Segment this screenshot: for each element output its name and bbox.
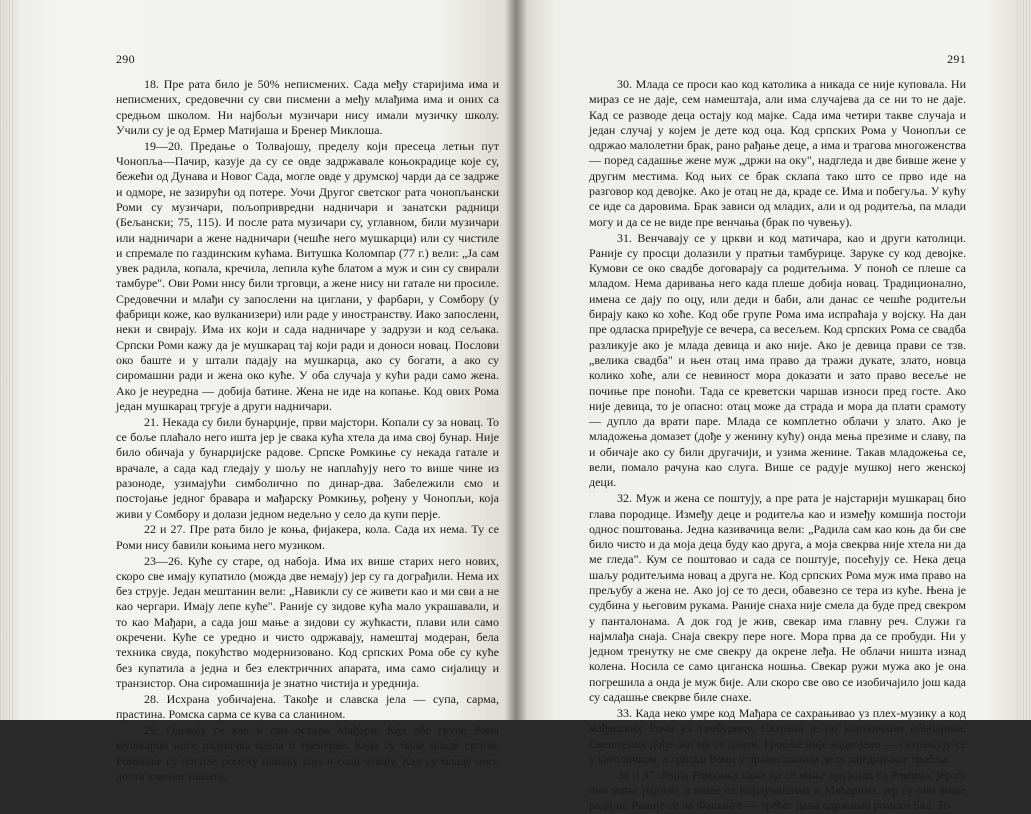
book-gutter [505,0,527,720]
paragraph-32: 32. Муж и жена се поштују, а пре рата је најстарији мушкарац био глава породице. Између деце и родитеља као и између комшија постоји однос поштовања. Једна казивачица вели: „Радила сам као коњ да би све било чисто и да моја деца буду као друга, а моја свекрва није хтела ни да ме гледа". Кум се поштовао и сада се поштује, посећују се. Нека деца шаљу родитељима новац а друга не. Код српских Рома муж има право на прељубу а жена не. Ако јој се то деси, обавезно се тера из куће. Њена је судбина у његовим рукама. Раније снаха није смела да буде пред свекром у панталонама. А док год је жив, свекар има главну реч. Служи га најмлађа снаја. Снаја свекру пере ноге. Мора прва да се пробуди. Ни у једном тренутку не сме свекру да окрене леђа. Не облачи ништа изнад колена. Носила се само циганска ношња. Свекар ружи мужа ако је она погрешила а онда је муж бије. Али скоро све ово се изобичајило још када су садашње свекрве биле снахе. [589,491,966,705]
page-number-right: 291 [947,52,966,66]
paragraph-23-26: 23—26. Куће су старе, од набоја. Има их више старих него нових, скоро све имају купатило (можда две немају) јер су га дограђили. Нема их без струје. Један мештанин вели: „Навикли су се живети као и ми сви а не као чергари. Имају лепе куће". Раније су зидове кућа мало украшавали, и то као Мађари, а сада још мање а зидови су жућкасти, плави или само окречени. Куће се уредно и чисто одржавају, намештај модеран, бела техника свуда, покућство модернизовано. Код српских Рома обе су куће без купатила а једна и без електричних апарата, има само сијалицу и транзистор. Она сиромашнија је знатно чистија и уреднија. [116,553,499,690]
paragraph-30: 30. Млада се проси као код католика а никада се није куповала. Ни мираз се не даје, сем намештаја, али има случајева да се ни то не даје. Кад се разводе деца остају код мајке. Сада има четири такве случаја и један случај у којем је дете код оца. Код српских Рома у Чонопљи се одржао малолетни брак, рано рађање деце, а има и трагова многоженства — поред садашње жене муж „држи на оку", надгледа и две бивше жене у другим местима. Код њих се брак склапа тако што се прво иде на разговор код девојке. Ако је отац не да, краде се. Има и побегуља. У кућу се иде са даровима. Брак зависи од младих, али и од родитеља, па млади могу и да се не виде пре венчања (брак по чувењу). [589,77,966,229]
paragraph-33: 33. Када неко умре код Мађара се сахрањивао уз плех-музику а код мађарских Рома уз тамбурицу. Сахрана је по католичким обичајима. Свештеник дође ако му се плати. Гробље није издвојено — сахрањују се у католичком, а српски Роми у православном делу заједничког гробља. [589,705,966,766]
paragraph-22-27: 22 и 27. Пре рата било је коња, фијакера, кола. Сада их нема. Ту се Роми нису бавили коњима него музиком. [116,522,499,552]
paragraph-29: 29. Одевају се као и сви остали Мађари. Код обе групе Рома мушкарци носе радничка одела и тренерке. Када су биле младе српске Ромкиње су носиле ромску ношњу која и сада чувају. Кад су младе носе доста златног накита. [116,723,499,783]
page-edges-left [0,0,14,720]
right-text-block [589,77,966,814]
paragraph-31: 31. Венчавају се у цркви и код матичара, као и други католици. Раније су просци долазили у пратњи тамбурице. Заруке су код девојке. Кумови се око свадбе договарају са родитељима. У поноћ се плеше са младом. Нема даривања него када плеше добија новац. Традиционално, имена се дају по оцу, или деди и баби, али данас се чешће родитељи бирају како ко хоће. Код обе групе Рома има испраћаја у војску. На дан пре одласка приређује се вечера, са весељем. Код српских Рома се свадба разликује ако је млада девица и ако није. Ако је девица прави се тзв. „велика свадба" и њен отац има право да тражи дукате, злато, новца колико хоће, али се невиност мора доказати и зато право весеље не почиње пре поноћи. Тада се креветски чаршав износи пред госте. Ако није девица, то је опасно: отац може да страда и мора да плати срамоту — дупло да врати паре. Млада се комплетно облачи у злато. Ако је младожења домазет (дође у женину кућу) онда мења презиме и славу, па и обичаје ако су били другачији, и узима женине. Такав младожења се, вели, помало рачуна као слуга. Више се радује мушкој него женској деци. [589,230,966,490]
right-page [516,0,1031,813]
left-text-block [116,77,499,785]
paragraph-34-37: 34 и 37. Једна Ромкиња каже да се мање дружила са Ромима, јер су они мање радили, а више са Кордунашима и Мађарима, јер су они више радили. Раније се на Фашанге — трећег дана одржавао ромски бал. То [589,767,966,813]
page-edges-right [1017,0,1031,720]
page-number-left: 290 [116,52,135,66]
paragraph-18: 18. Пре рата било је 50% неписмених. Сада међу старијима има и неписмених, средовечни су сви писмени а међу млађима има и оних са средњом школом. Ни најбољи музичари нису имали музичку школу. Учили су је од Ермер Матијаша и Бренер Миклоша. [116,77,499,137]
paragraph-28: 28. Исхрана уобичајена. Такође и славска јела — супа, сарма, прастина. Ромска сарма се кува са сланином. [116,691,499,722]
paragraph-21: 21. Некада су били бунарџије, први мајстори. Копали су за новац. То се боље плаћало него ишта јер је свака кућа хтела да има свој бунар. Није било обичаја у бунарџијске радове. Српске Ромкиње су некада гатале и врачале, а сада кад гледају у шољу не наплаћују него то више чине из разоноде, узимајући симболично по динар-два. Забележили смо и постојање једног бравара и мађарску Ромкињу, рођену у Чонопљи, која живи у Сомбору и долази једном недељно у село да купи перје. [116,414,499,521]
left-page [0,0,516,783]
paragraph-19-20: 19—20. Предање о Толвајошу, пределу који пресеца летњи пут Чонопља—Пачир, казује да су се овде задржавале коњокрадице које су, бежећи од Дунава и Новог Сада, могле овде у друмској чарди да се задрже и одморе, не зазирући од потере. Уочи Другог светског рата чонопљански Роми су музичари, пољопривредни надничари и занатски радници (Бељански; 75, 115). И после рата музичари су, углавном, били музичари или надничари а жене надничари (чешће него мушкарци) или су чистиле и спремале по газдинским кућама. Витушка Коломпар (77 г.) вели: „Ја сам увек радила, копала, кречила, лепила куће блатом а муж и син су свирали тамбуре". Ови Роми нису били трговци, а жене нису ни гатале ни просиле. Средовечни и млађи су запослени на циглани, у фарбари, у Сомбору (у фабрици коже, као вулканизери) или раде у иностранству. Иако запослени, неки и свирају. Има их који и сада надничаре у задрузи и код сељака. Српски Роми кажу да је мушкарац тај који ради и доноси новац. Послови око баште и у штали падају на мушкарца, ако су богати, а ако су сиромашни ради и жена око куће. У оба случаја у кући ради само жена. Ако је неуредна — добија батине. Жена не иде на копање. Код ових Рома један мушкарац тргује а други надничари. [116,138,499,413]
